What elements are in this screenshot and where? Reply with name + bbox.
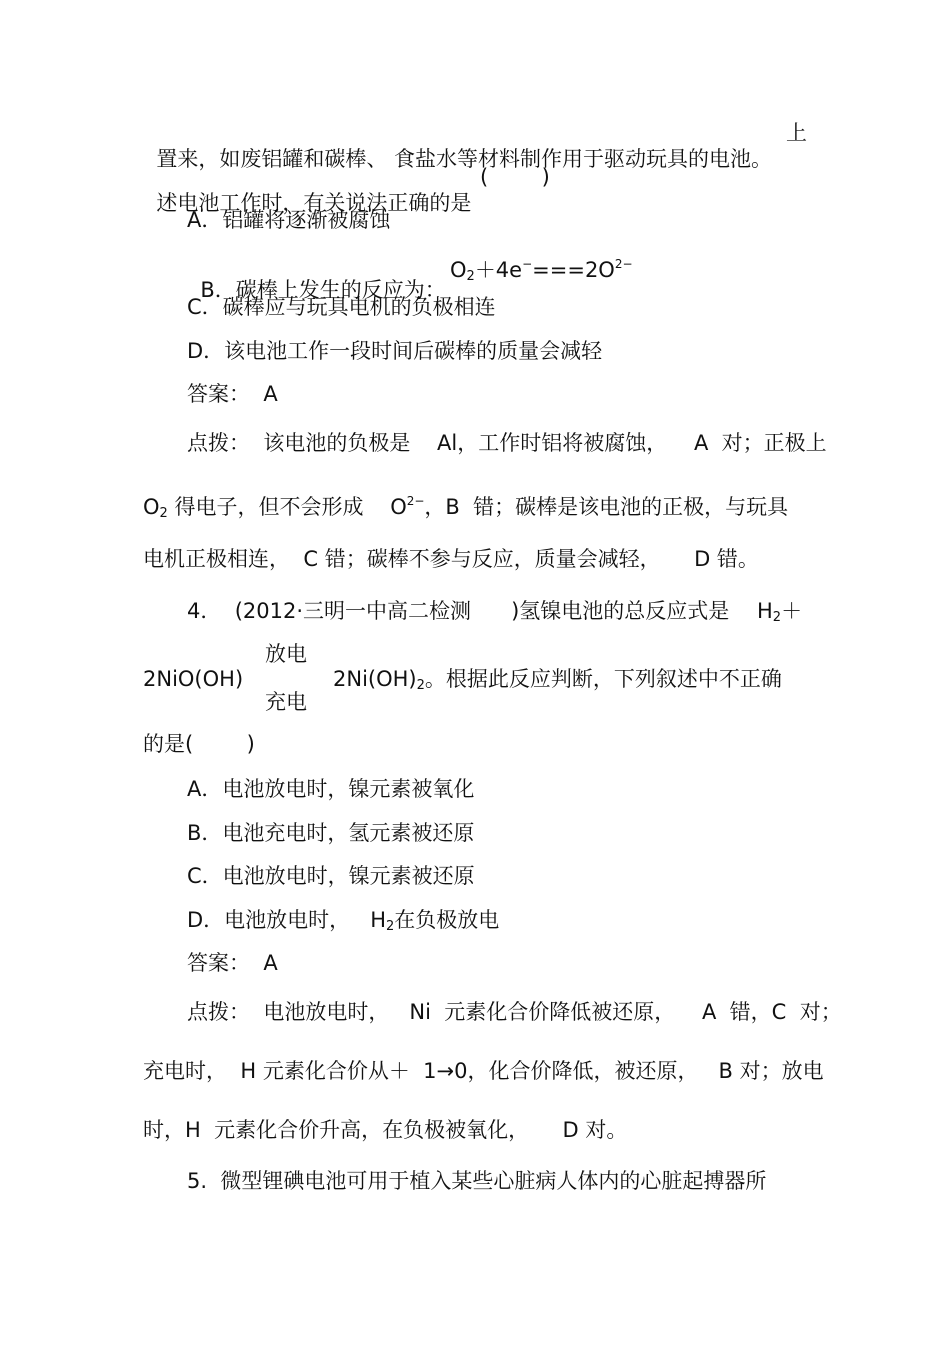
formula-electron-charge: −: [522, 257, 533, 271]
q3-option-d: D．该电池工作一段时间后碳棒的质量会减轻: [187, 339, 603, 363]
q5-stem-line1: 5. 微型锂碘电池可用于植入某些心脏病人体内的心脏起搏器所: [187, 1169, 767, 1193]
plus-sign: ＋: [781, 599, 803, 623]
q3-answer-paren: ( ): [480, 165, 550, 189]
formula-product: ===2O: [532, 258, 615, 282]
q4-option-a: A．电池放电时，镍元素被氧化: [187, 777, 475, 801]
q4-hint-line2: 充电时， H 元素化合价从＋ 1→0，化合价降低，被还原， B 对；放电: [143, 1059, 824, 1083]
nioh2: 2Ni(OH): [333, 667, 417, 691]
q3-hint-line2: [143, 488, 788, 527]
hint-text-a: 得电子，但不会形成 O: [167, 495, 407, 519]
q3-option-c: C．碳棒应与玩具电机的负极相连: [187, 295, 496, 319]
q3-hint-line1: 点拨： 该电池的负极是 Al，工作时铝将被腐蚀， A 对；正极上: [187, 431, 827, 455]
q3-stem-line1-end: 上: [786, 121, 807, 145]
q4-arrow-charge-label: 充电: [265, 690, 307, 714]
q4-equation-left: 2NiO(OH): [143, 667, 244, 691]
q4-stem-line2-text: 。根据此反应判断，下列叙述中不正确: [424, 667, 782, 691]
formula-product-charge: 2−: [614, 257, 633, 271]
q4-option-d-text: D．电池放电时， H: [187, 908, 386, 932]
q4-option-d-tail: 在负极放电: [394, 908, 500, 932]
q4-hint-line1: 点拨： 电池放电时， Ni 元素化合价降低被还原， A 错，C 对；: [187, 1000, 842, 1024]
q4-answer: 答案： A: [187, 951, 278, 975]
q4-option-d-sub: 2: [386, 919, 395, 934]
q3-option-b-text: B．碳棒上发生的反应为：: [200, 278, 446, 302]
hint-o: O: [143, 495, 160, 519]
q4-stem-h2: [757, 598, 802, 631]
q3-hint-line3: 电机正极相连， C 错；碳棒不参与反应，质量会减轻， D 错。: [143, 547, 759, 571]
nioh2-sub: 2: [416, 678, 425, 693]
q4-arrow-discharge-label: 放电: [265, 642, 307, 666]
q4-hint-line3: 时，H 元素化合价升高，在负极被氧化， D 对。: [143, 1118, 628, 1142]
q3-option-b-formula: [450, 251, 633, 290]
q4-option-d: [187, 907, 499, 940]
formula-o: O: [450, 258, 467, 282]
q4-stem-line1: 4． (2012·三明一中高二检测 )氢镍电池的总反应式是: [187, 599, 730, 623]
q3-stem-line1-text: 置来，如废铝罐和碳棒、 食盐水等材料制作用于驱动玩具的电池。: [156, 147, 773, 171]
formula-sub: 2: [466, 269, 475, 284]
q4-equation-right: [333, 666, 782, 699]
q4-stem-line3: 的是( ): [143, 732, 255, 756]
q4-option-b: B．电池充电时，氢元素被还原: [187, 821, 475, 845]
h-symbol: H: [757, 599, 773, 623]
hint-charge: 2−: [406, 494, 425, 508]
formula-plus: ＋4e: [474, 258, 523, 282]
hint-text-b: ，B 错；碳棒是该电池的正极，与玩具: [424, 495, 789, 519]
q3-answer: 答案： A: [187, 382, 278, 406]
q3-stem-line2-text: 述电池工作时，有关说法正确的是: [156, 191, 472, 215]
hint-sub: 2: [159, 506, 168, 521]
q3-option-a: A．铝罐将逐渐被腐蚀: [187, 208, 391, 232]
h-sub: 2: [772, 610, 782, 625]
q4-option-c: C．电池放电时，镍元素被还原: [187, 864, 475, 888]
